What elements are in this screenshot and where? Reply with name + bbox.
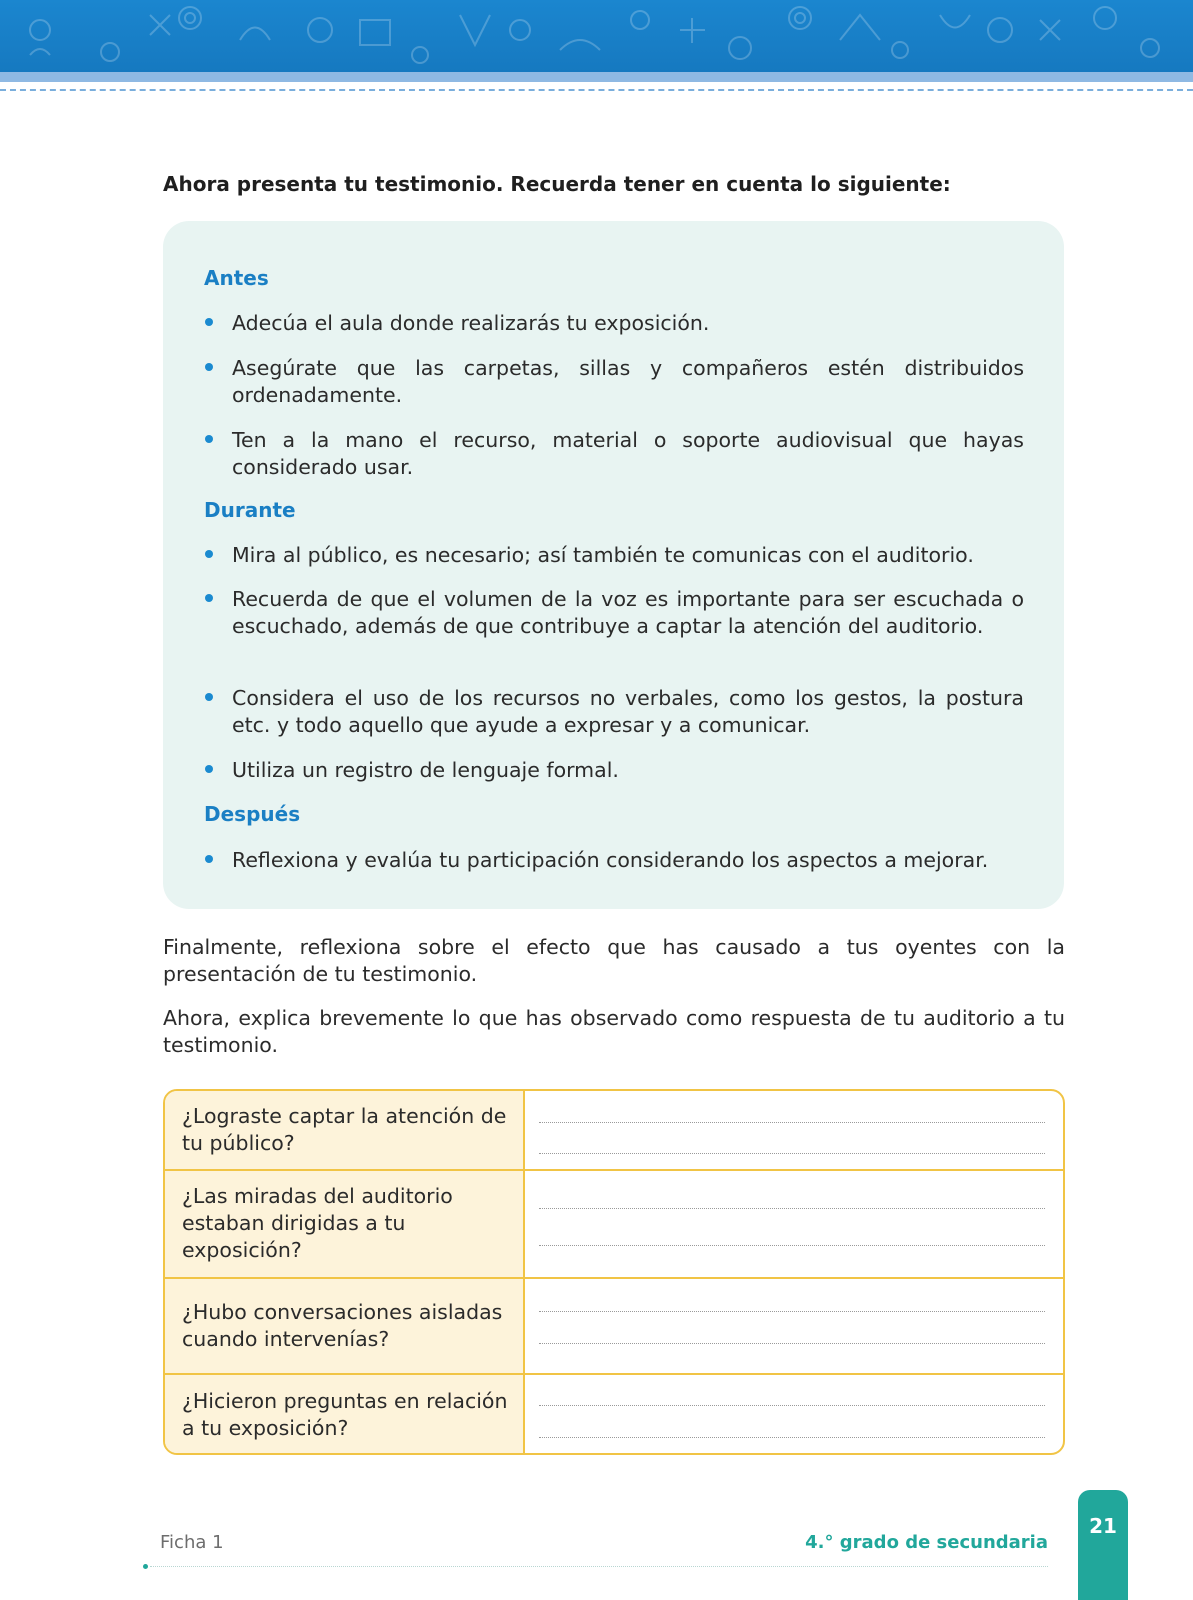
question-text: ¿Hubo conversaciones aisladas cuando intervenías?: [182, 1300, 503, 1351]
section-title-despues: Después: [204, 802, 301, 826]
question-table: [163, 1089, 1065, 1455]
question-text: ¿Lograste captar la atención de tu público?: [182, 1104, 507, 1155]
answer-line[interactable]: [539, 1122, 1045, 1123]
bullet-icon: [205, 550, 213, 558]
bullet-icon: [205, 435, 213, 443]
bullet-icon: [205, 693, 213, 701]
answer-line[interactable]: [539, 1245, 1045, 1246]
answer-line[interactable]: [539, 1405, 1045, 1406]
footer-dot-icon: [143, 1564, 148, 1569]
bullet-icon: [205, 855, 213, 863]
header-dashed-divider: [0, 89, 1193, 91]
tip-item: Ten a la mano el recurso, material o soporte audiovisual que hayas considerado usar.: [232, 428, 1024, 479]
instruction-paragraph: Ahora, explica brevemente lo que has observado como respuesta de tu auditorio a tu testimonio.: [163, 1006, 1065, 1057]
table-row: [165, 1091, 1063, 1171]
bullet-icon: [205, 765, 213, 773]
answer-line[interactable]: [539, 1343, 1045, 1344]
tip-item: Considera el uso de los recursos no verbales, como los gestos, la postura etc. y todo aquello que ayude a expresar y a comunicar.: [232, 686, 1024, 737]
tip-item: Mira al público, es necesario; así también te comunicas con el auditorio.: [232, 543, 974, 567]
tip-item: Utiliza un registro de lenguaje formal.: [232, 758, 619, 782]
bullet-icon: [205, 594, 213, 602]
page-number-tab: [1078, 1490, 1128, 1600]
page-number: 21: [1089, 1514, 1117, 1538]
answer-line[interactable]: [539, 1437, 1045, 1438]
footer-divider: [150, 1566, 1048, 1567]
table-row: [165, 1279, 1063, 1375]
doodle-pattern-icon: [0, 0, 1193, 72]
tip-item: Adecúa el aula donde realizarás tu exposición.: [232, 311, 710, 335]
bullet-icon: [205, 363, 213, 371]
tip-item: Asegúrate que las carpetas, sillas y compañeros estén distribuidos ordenadamente.: [232, 356, 1024, 407]
bullet-icon: [205, 318, 213, 326]
section-title-durante: Durante: [204, 498, 296, 522]
table-row: [165, 1171, 1063, 1279]
section-title-antes: Antes: [204, 266, 269, 290]
footer-ficha: Ficha 1: [160, 1532, 224, 1553]
tip-item: Recuerda de que el volumen de la voz es importante para ser escuchada o escuchado, además de que contribuye a captar la atención del auditorio.: [232, 587, 1024, 638]
table-row: [165, 1375, 1063, 1455]
reflection-paragraph: Finalmente, reflexiona sobre el efecto que has causado a tus oyentes con la presentación de tu testimonio.: [163, 935, 1065, 986]
tip-item: Reflexiona y evalúa tu participación considerando los aspectos a mejorar.: [232, 848, 989, 872]
footer-grade: 4.° grado de secundaria: [805, 1532, 1048, 1553]
intro-heading: Ahora presenta tu testimonio. Recuerda tener en cuenta lo siguiente:: [163, 172, 951, 196]
answer-line[interactable]: [539, 1311, 1045, 1312]
header-banner: [0, 0, 1193, 72]
answer-line[interactable]: [539, 1153, 1045, 1154]
header-strip: [0, 72, 1193, 82]
question-text: ¿Las miradas del auditorio estaban dirigidas a tu exposición?: [182, 1184, 453, 1262]
answer-line[interactable]: [539, 1208, 1045, 1209]
question-text: ¿Hicieron preguntas en relación a tu exposición?: [182, 1389, 508, 1440]
